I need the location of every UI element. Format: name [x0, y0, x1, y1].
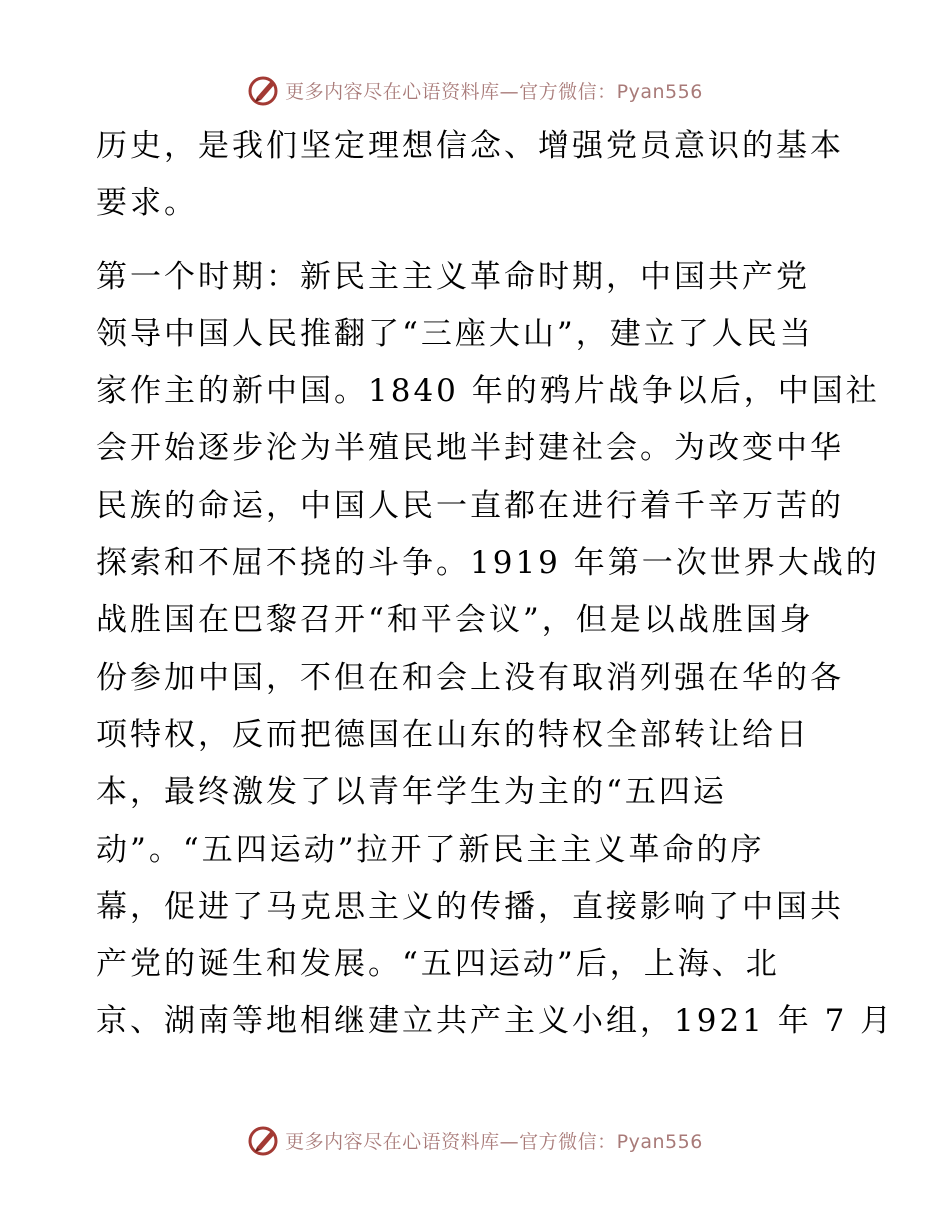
paragraph-1 — [96, 118, 896, 233]
text-line: 份参加中国，不但在和会上没有取消列强在华的各 — [96, 659, 844, 696]
text-line: 幕，促进了马克思主义的传播，直接影响了中国共 — [96, 888, 844, 925]
watermark-text: 更多内容尽在心语资料库—官方微信：Pyan556 — [285, 80, 703, 103]
pen-logo-icon — [247, 73, 281, 107]
text-line: 产党的诞生和发展。“五四运动”后，上海、北 — [96, 946, 780, 983]
header-watermark — [0, 72, 950, 108]
paragraph-2 — [96, 249, 896, 1051]
text-line: 家作主的新中国。1840 年的鸦片战争以后，中国社 — [96, 373, 880, 410]
text-line: 动”。“五四运动”拉开了新民主主义革命的序 — [96, 831, 765, 868]
text-line: 会开始逐步沦为半殖民地半封建社会。为改变中华 — [96, 430, 844, 467]
document-body — [96, 118, 896, 1051]
text-line: 本，最终激发了以青年学生为主的“五四运 — [96, 774, 727, 811]
text-line: 项特权，反而把德国在山东的特权全部转让给日 — [96, 716, 810, 753]
text-line: 民族的命运，中国人民一直都在进行着千辛万苦的 — [96, 487, 844, 524]
text-line: 领导中国人民推翻了“三座大山”，建立了人民当 — [96, 315, 814, 352]
pen-logo-icon — [247, 1123, 281, 1157]
text-line: 要求。 — [96, 185, 198, 222]
text-line: 历史，是我们坚定理想信念、增强党员意识的基本 — [96, 128, 844, 164]
text-line: 京、湖南等地相继建立共产主义小组，1921 年 7 月 — [96, 1003, 895, 1040]
footer-watermark — [0, 1122, 950, 1158]
watermark-text: 更多内容尽在心语资料库—官方微信：Pyan556 — [285, 1130, 703, 1153]
text-line: 战胜国在巴黎召开“和平会议”，但是以战胜国身 — [96, 602, 814, 639]
text-line: 第一个时期：新民主主义革命时期，中国共产党 — [96, 258, 810, 295]
text-line: 探索和不屈不挠的斗争。1919 年第一次世界大战的 — [96, 545, 880, 582]
